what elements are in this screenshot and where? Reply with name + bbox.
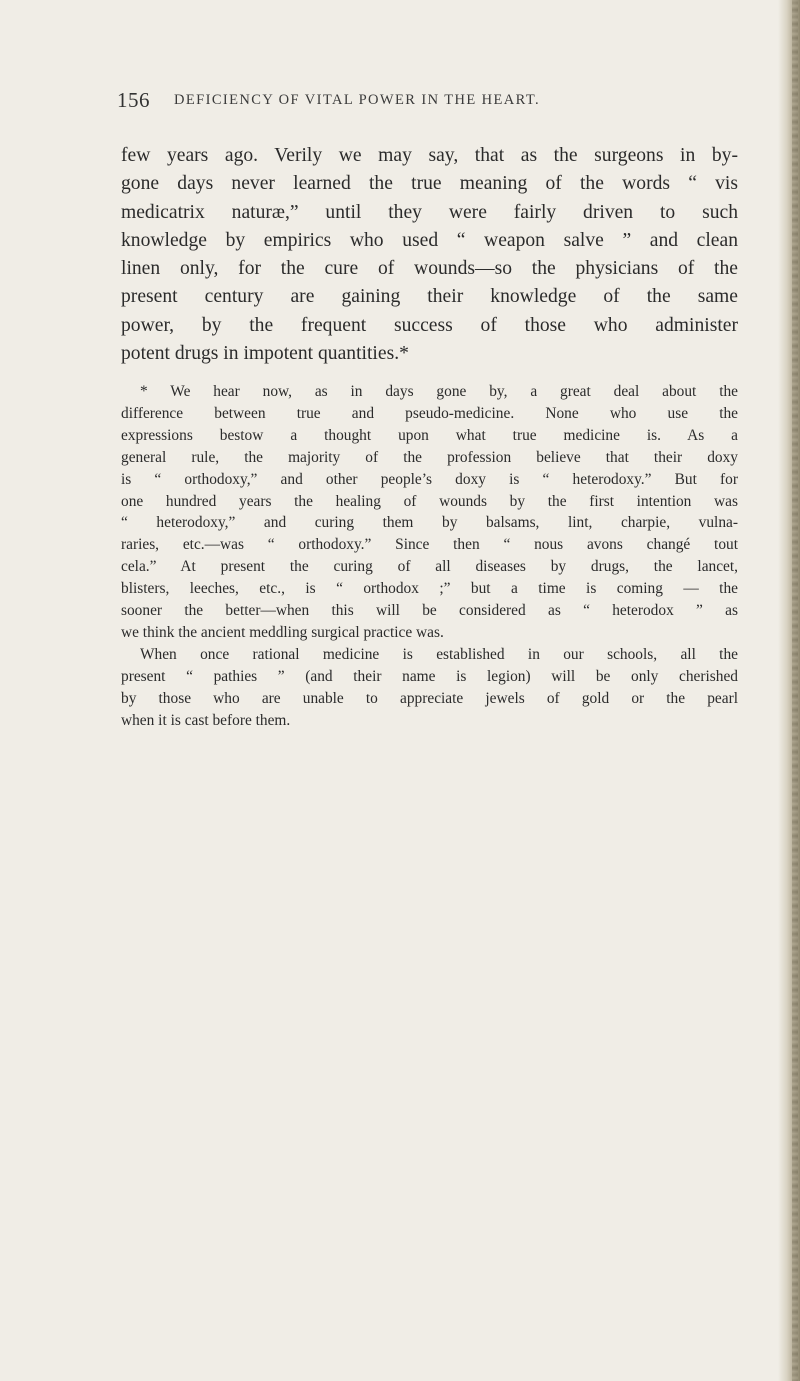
page-number: 156 [117, 88, 150, 112]
footnote [121, 381, 738, 732]
body-line: gone days never learned the true meaning of the words “ vis [121, 173, 738, 195]
body-line: present century are gaining their knowledge of the same [121, 286, 738, 308]
footnote-line: one hundred years the healing of wounds by the first intention was [121, 492, 738, 510]
footnote-line: general rule, the majority of the profession believe that their doxy [121, 448, 738, 466]
footnote-line: we think the ancient meddling surgical practice was. [121, 623, 444, 641]
body-line: potent drugs in impotent quantities.* [121, 343, 409, 365]
body-line: knowledge by empirics who used “ weapon salve ” and clean [121, 229, 738, 251]
footnote-line: “ heterodoxy,” and curing them by balsams, lint, charpie, vulna- [121, 514, 738, 532]
footnote-line: blisters, leeches, etc., is “ orthodox ;” but a time is coming — the [121, 580, 738, 598]
running-title: DEFICIENCY OF VITAL POWER IN THE HEART. [174, 92, 541, 108]
footnote-line: expressions bestow a thought upon what true medicine is. As a [121, 426, 738, 444]
footnote-line: * We hear now, as in days gone by, a great deal about the [140, 383, 738, 400]
page-header [117, 88, 737, 116]
body-line: linen only, for the cure of wounds—so the physicians of the [121, 258, 738, 280]
footnote-line: difference between true and pseudo-medicine. None who use the [121, 404, 738, 422]
body-line: medicatrix naturæ,” until they were fairly driven to such [121, 201, 738, 223]
body-line: few years ago. Verily we may say, that as the surgeons in by- [121, 145, 738, 166]
footnote-line: cela.” At present the curing of all diseases by drugs, the lancet, [121, 558, 738, 576]
body-line: power, by the frequent success of those who administer [121, 314, 738, 336]
footnote-line: raries, etc.—was “ orthodoxy.” Since then “ nous avons changé tout [121, 536, 738, 554]
footnote-line: by those who are unable to appreciate jewels of gold or the pearl [121, 689, 738, 707]
footnote-line: present “ pathies ” (and their name is legion) will be only cherished [121, 667, 738, 685]
body-paragraph [121, 142, 738, 368]
footnote-line: is “ orthodoxy,” and other people’s doxy is “ heterodoxy.” But for [121, 470, 738, 488]
footnote-line: When once rational medicine is established in our schools, all the [140, 645, 738, 663]
footnote-line: when it is cast before them. [121, 711, 291, 729]
page-edge-texture [792, 0, 798, 1381]
footnote-line: sooner the better—when this will be considered as “ heterodox ” as [121, 602, 738, 620]
